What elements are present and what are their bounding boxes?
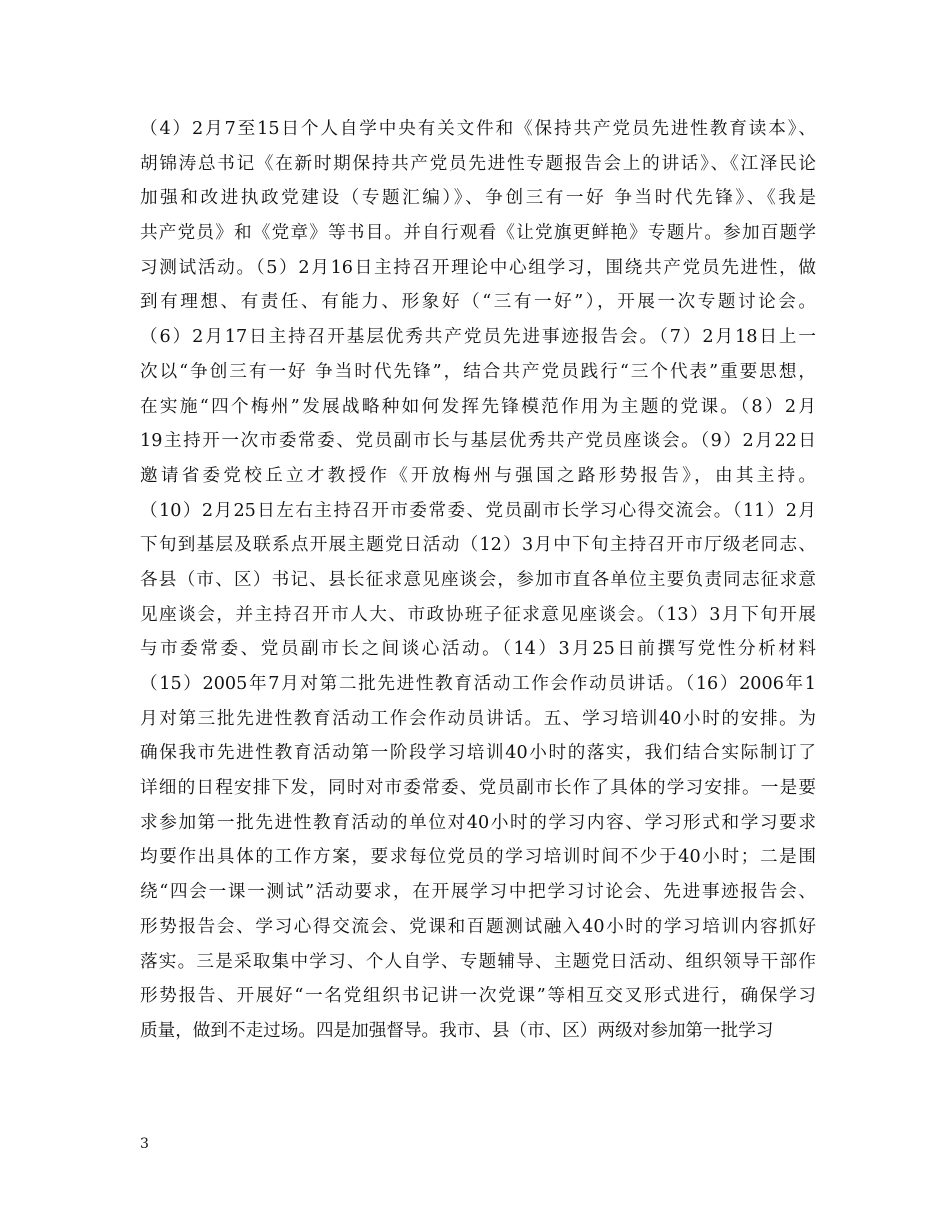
body-text xyxy=(140,112,816,1049)
text-line: 共产党员》和《党章》等书目。并自行观看《让党旗更鲜艳》专题片。参加百题学 xyxy=(140,223,816,244)
text-line: 形势报告、开展好“一名党组织书记讲一次党课”等相互交叉形式进行，确保学习 xyxy=(140,986,816,1007)
text-line: 详细的日程安排下发，同时对市委常委、党员副市长作了具体的学习安排。一是要 xyxy=(140,778,816,799)
text-line: 到有理想、有责任、有能力、形象好（“三有一好”），开展一次专题讨论会。 xyxy=(140,292,816,313)
text-line: 形势报告会、学习心得交流会、党课和百题测试融入40小时的学习培训内容抓好 xyxy=(140,916,816,937)
text-line: 习测试活动。（5）2月16日主持召开理论中心组学习，围绕共产党员先进性，做 xyxy=(140,257,816,278)
text-line: 求参加第一批先进性教育活动的单位对40小时的学习内容、学习形式和学习要求 xyxy=(140,812,816,833)
text-line: 加强和改进执政党建设（专题汇编）》、争创三有一好 争当时代先锋》、《我是 xyxy=(140,188,816,209)
text-line: （4）2月7至15日个人自学中央有关文件和《保持共产党员先进性教育读本》、 xyxy=(140,119,816,139)
page-number: 3 xyxy=(140,1136,149,1152)
text-line: 在实施“四个梅州”发展战略种如何发挥先锋模范作用为主题的党课。（8）2月 xyxy=(140,396,816,417)
text-line: （6）2月17日主持召开基层优秀共产党员先进事迹报告会。（7）2月18日上一 xyxy=(140,327,816,348)
text-line: 确保我市先进性教育活动第一阶段学习培训40小时的落实，我们结合实际制订了 xyxy=(140,743,816,764)
text-line: 与市委常委、党员副市长之间谈心活动。（14）3月25日前撰写党性分析材料 xyxy=(140,639,816,660)
text-line: 落实。三是采取集中学习、个人自学、专题辅导、主题党日活动、组织领导干部作 xyxy=(140,951,816,972)
text-line: 下旬到基层及联系点开展主题党日活动（12）3月中下旬主持召开市厅级老同志、 xyxy=(140,535,816,556)
text-line: 19主持开一次市委常委、党员副市长与基层优秀共产党员座谈会。（9）2月22日 xyxy=(140,431,816,452)
text-line: （15）2005年7月对第二批先进性教育活动工作会作动员讲话。（16）2006年1 xyxy=(140,674,816,694)
text-line: 均要作出具体的工作方案，要求每位党员的学习培训时间不少于40小时；二是围 xyxy=(140,847,816,868)
text-line: 绕“四会一课一测试”活动要求，在开展学习中把学习讨论会、先进事迹报告会、 xyxy=(140,882,816,903)
text-line: 月对第三批先进性教育活动工作会作动员讲话。五、学习培训40小时的安排。为 xyxy=(140,708,816,729)
text-line: 各县（市、区）书记、县长征求意见座谈会，参加市直各单位主要负责同志征求意 xyxy=(140,569,816,590)
text-line: 次以“争创三有一好 争当时代先锋”，结合共产党员践行“三个代表”重要思想， xyxy=(140,361,816,382)
text-line: 邀请省委党校丘立才教授作《开放梅州与强国之路形势报告》，由其主持。 xyxy=(140,465,816,486)
text-line: 质量，做到不走过场。四是加强督导。我市、县（市、区）两级对参加第一批学习 xyxy=(140,1020,774,1041)
text-line: （10）2月25日左右主持召开市委常委、党员副市长学习心得交流会。（11）2月 xyxy=(140,500,816,521)
text-line: 见座谈会，并主持召开市人大、市政协班子征求意见座谈会。（13）3月下旬开展 xyxy=(140,604,816,625)
text-line: 胡锦涛总书记《在新时期保持共产党员先进性专题报告会上的讲话》、《江泽民论 xyxy=(140,153,816,174)
